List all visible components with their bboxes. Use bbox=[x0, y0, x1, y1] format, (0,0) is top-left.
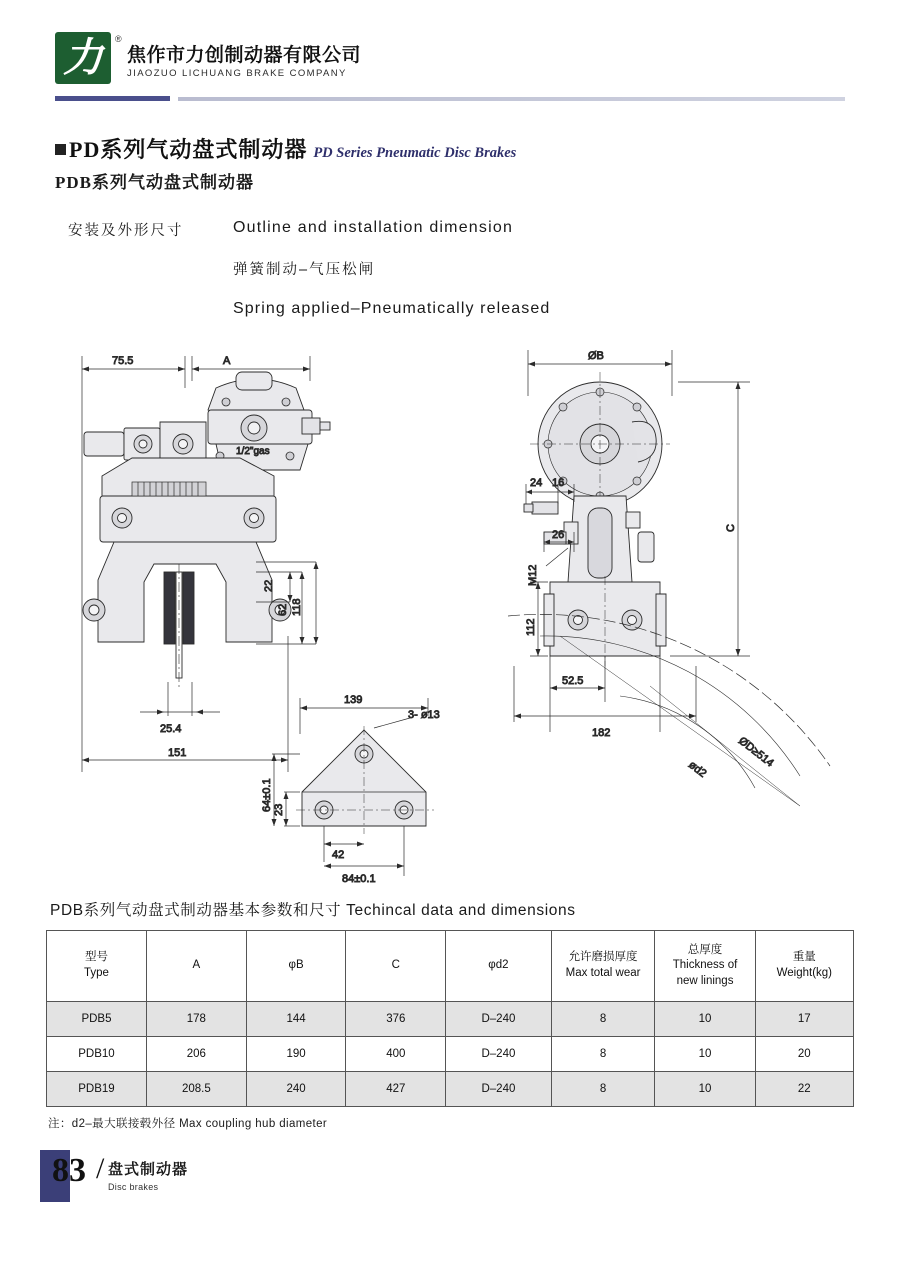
header-rule bbox=[178, 97, 845, 101]
cell-type: PDB10 bbox=[47, 1037, 147, 1072]
company-logo bbox=[55, 32, 111, 84]
svg-text:52.5: 52.5 bbox=[562, 675, 584, 687]
page-header bbox=[55, 32, 845, 94]
th-type bbox=[47, 931, 147, 1002]
cell-type: PDB19 bbox=[47, 1072, 147, 1107]
main-title-en: PD Series Pneumatic Disc Brakes bbox=[313, 145, 517, 161]
svg-text:62: 62 bbox=[277, 603, 289, 616]
th-b: φB bbox=[246, 931, 346, 1002]
main-title bbox=[55, 133, 516, 164]
th-type-cn: 型号 bbox=[84, 951, 108, 964]
cell-weight: 22 bbox=[755, 1072, 853, 1107]
label-gas: 1/2"gas bbox=[236, 446, 270, 457]
svg-text:23: 23 bbox=[273, 803, 285, 816]
svg-text:ØB: ØB bbox=[588, 350, 604, 362]
svg-text:C: C bbox=[725, 524, 737, 532]
cell-b: 190 bbox=[246, 1037, 346, 1072]
svg-text:25.4: 25.4 bbox=[160, 723, 182, 735]
cell-a: 208.5 bbox=[146, 1072, 246, 1107]
cell-d2: D–240 bbox=[446, 1002, 552, 1037]
cell-weight: 17 bbox=[755, 1002, 853, 1037]
svg-text:M12: M12 bbox=[527, 564, 539, 586]
cell-c: 427 bbox=[346, 1072, 446, 1107]
table-note: 注：d2–最大联接毂外径 Max coupling hub diameter bbox=[48, 1118, 328, 1130]
th-d2: φd2 bbox=[446, 931, 552, 1002]
cell-c: 376 bbox=[346, 1002, 446, 1037]
logo-glyph: 力 bbox=[63, 35, 103, 80]
table-row bbox=[47, 1037, 854, 1072]
th-weight bbox=[755, 931, 853, 1002]
svg-text:ØD≥514: ØD≥514 bbox=[736, 734, 776, 770]
cell-thickness: 10 bbox=[655, 1037, 755, 1072]
svg-text:24: 24 bbox=[530, 477, 543, 489]
cell-thickness: 10 bbox=[655, 1002, 755, 1037]
cell-thickness: 10 bbox=[655, 1072, 755, 1107]
cell-a: 206 bbox=[146, 1037, 246, 1072]
bullet-square-icon bbox=[55, 144, 66, 155]
footer-label-en: Disc brakes bbox=[108, 1182, 159, 1192]
cell-type: PDB5 bbox=[47, 1002, 147, 1037]
cell-d2: D–240 bbox=[446, 1072, 552, 1107]
company-name-en: JIAOZUO LICHUANG BRAKE COMPANY bbox=[127, 68, 347, 79]
cell-wear: 8 bbox=[551, 1037, 655, 1072]
svg-text:A: A bbox=[223, 355, 231, 367]
th-a: A bbox=[146, 931, 246, 1002]
svg-text:26: 26 bbox=[552, 529, 565, 541]
footer-label-cn: 盘式制动器 bbox=[108, 1161, 189, 1178]
table-row bbox=[47, 1072, 854, 1107]
footer-slash: / bbox=[96, 1152, 105, 1185]
svg-text:ød2: ød2 bbox=[686, 758, 709, 781]
cell-a: 178 bbox=[146, 1002, 246, 1037]
th-c: C bbox=[346, 931, 446, 1002]
section2-label-cn: 弹簧制动–气压松闸 bbox=[233, 262, 376, 278]
th-wear-cn: 允许磨损厚度 bbox=[568, 951, 638, 964]
th-thickness-en: Thickness of new linings bbox=[672, 959, 738, 987]
dim-75-5: 75.5 bbox=[112, 355, 134, 367]
svg-text:151: 151 bbox=[168, 747, 187, 759]
th-thickness bbox=[655, 931, 755, 1002]
technical-drawing bbox=[40, 336, 870, 885]
cell-b: 240 bbox=[246, 1072, 346, 1107]
spec-table bbox=[46, 930, 854, 1107]
page-number: 83 bbox=[52, 1152, 86, 1189]
cell-wear: 8 bbox=[551, 1072, 655, 1107]
header-rule-accent bbox=[55, 96, 170, 101]
svg-text:182: 182 bbox=[592, 727, 611, 739]
section2-label-en: Spring applied–Pneumatically released bbox=[233, 300, 551, 317]
svg-text:118: 118 bbox=[291, 598, 303, 616]
svg-text:112: 112 bbox=[525, 618, 537, 636]
th-wear-en: Max total wear bbox=[565, 967, 641, 979]
th-wear bbox=[551, 931, 655, 1002]
cell-wear: 8 bbox=[551, 1002, 655, 1037]
cell-d2: D–240 bbox=[446, 1037, 552, 1072]
th-type-en: Type bbox=[84, 967, 109, 979]
company-name-cn: 焦作市力创制动器有限公司 bbox=[127, 45, 362, 66]
cell-c: 400 bbox=[346, 1037, 446, 1072]
svg-text:42: 42 bbox=[332, 849, 345, 861]
registered-mark: ® bbox=[115, 34, 122, 44]
table-header-row bbox=[47, 931, 854, 1002]
table-caption: PDB系列气动盘式制动器基本参数和尺寸 Techincal data and dimensions bbox=[50, 902, 576, 919]
th-weight-cn: 重量 bbox=[792, 951, 816, 964]
sub-title-cn: PDB系列气动盘式制动器 bbox=[55, 173, 254, 192]
svg-text:84±0.1: 84±0.1 bbox=[342, 873, 376, 885]
th-thickness-cn: 总厚度 bbox=[687, 943, 723, 956]
main-title-cn: PD系列气动盘式制动器 bbox=[69, 137, 308, 162]
cell-weight: 20 bbox=[755, 1037, 853, 1072]
section-label-cn: 安装及外形尺寸 bbox=[68, 223, 184, 239]
cell-b: 144 bbox=[246, 1002, 346, 1037]
svg-text:139: 139 bbox=[344, 694, 363, 706]
svg-text:16: 16 bbox=[552, 477, 565, 489]
svg-text:22: 22 bbox=[263, 579, 275, 592]
th-weight-en: Weight(kg) bbox=[776, 967, 832, 979]
svg-text:3- ø13: 3- ø13 bbox=[408, 709, 440, 721]
svg-text:64±0.1: 64±0.1 bbox=[261, 778, 273, 812]
section-label-en: Outline and installation dimension bbox=[233, 219, 514, 236]
table-row bbox=[47, 1002, 854, 1037]
